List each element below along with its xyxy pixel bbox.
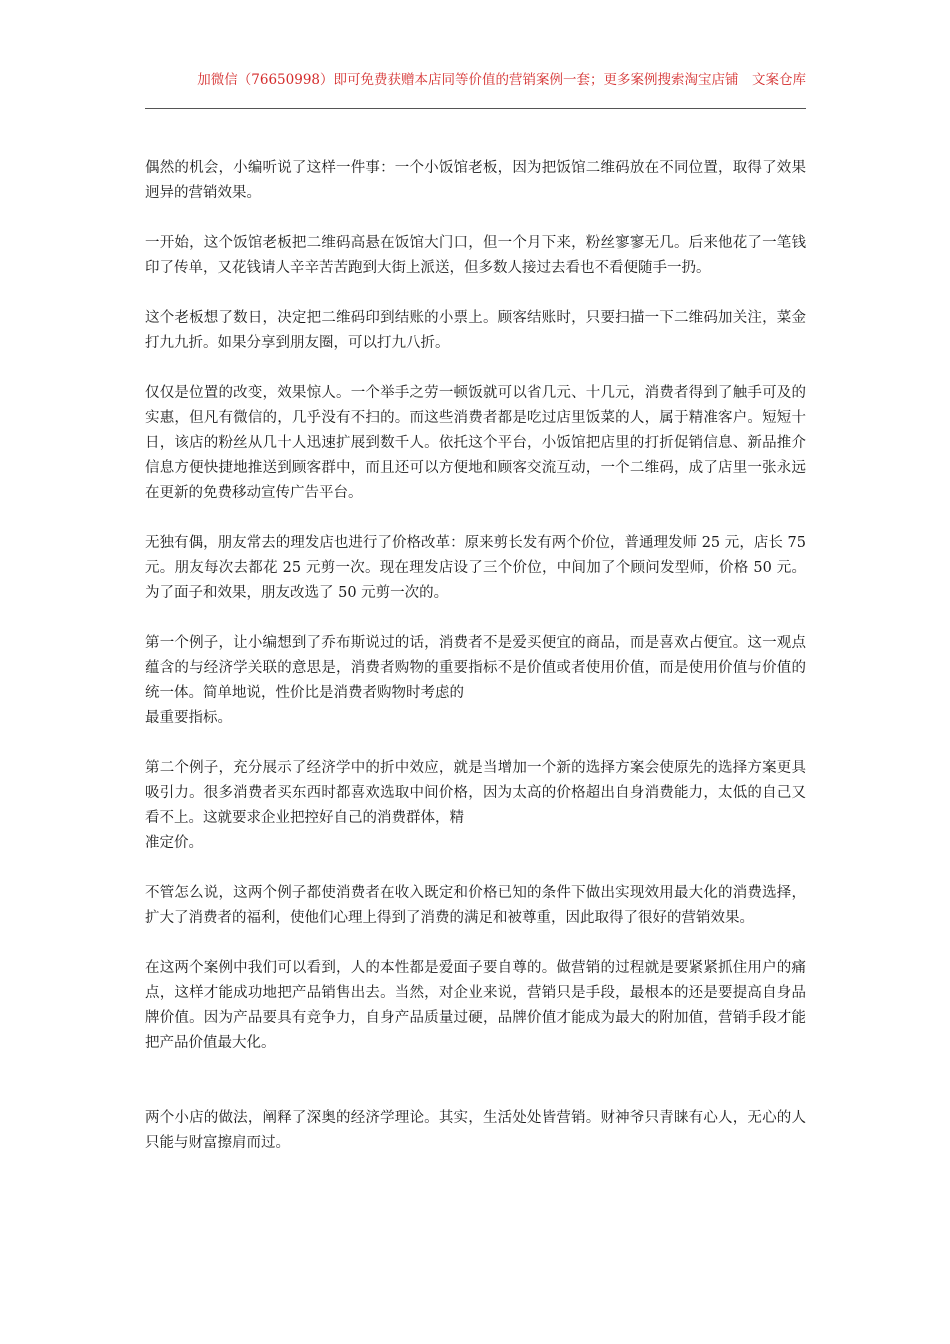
paragraph-line: 偶然的机会，小编听说了这样一件事：一个小饭馆老板，因为把饭馆二维码放在不同位置，取得了效果迥异的营销效果。 (145, 160, 806, 201)
paragraph-3 (145, 306, 806, 356)
paragraph-2 (145, 231, 806, 281)
paragraph-line: 一开始，这个饭馆老板把二维码高悬在饭馆大门口，但一个月下来，粉丝寥寥无几。后来他花了一笔钱印了传单，又花钱请人辛辛苦苦跑到大街上派送，但多数人接过去看也不看便随手一扔。 (145, 235, 806, 276)
promo-header: 加微信（76650998）即可免费获赠本店同等价值的营销案例一套；更多案例搜索淘宝店铺 文案仓库 (197, 72, 806, 88)
paragraph-line: 最重要指标。 (145, 710, 232, 726)
paragraph-1 (145, 156, 806, 206)
paragraph-line: 仅仅是位置的改变，效果惊人。一个举手之劳一顿饭就可以省几元、十几元，消费者得到了触手可及的实惠，但凡有微信的，几乎没有不扫的。而这些消费者都是吃过店里饭菜的人，属于精准客户。短短十日，该店的粉丝从几十人迅速扩展到数千人。依托这个平台，小饭馆把店里的打折促销信息、新品推介信息方便快捷地推送到顾客群中，而且还可以方便地和顾客交流互动，一个二维码，成了店里一张永远在更新的免费移动宣传广告平台。 (145, 385, 806, 501)
paragraph-line: 第二个例子，充分展示了经济学中的折中效应，就是当增加一个新的选择方案会使原先的选择方案更具吸引力。很多消费者买东西时都喜欢选取中间价格，因为太高的价格超出自身消费能力，太低的自己又看不上。这就要求企业把控好自己的消费群体，精 (145, 760, 806, 826)
paragraph-line: 第一个例子，让小编想到了乔布斯说过的话，消费者不是爱买便宜的商品，而是喜欢占便宜。这一观点蕴含的与经济学关联的意思是，消费者购物的重要指标不是价值或者使用价值，而是使用价值与价值的统一体。简单地说，性价比是消费者购物时考虑的 (145, 635, 806, 701)
paragraph-8 (145, 881, 806, 931)
paragraph-9 (145, 956, 806, 1056)
paragraph-line: 不管怎么说，这两个例子都使消费者在收入既定和价格已知的条件下做出实现效用最大化的消费选择，扩大了消费者的福利，使他们心理上得到了消费的满足和被尊重，因此取得了很好的营销效果。 (145, 885, 806, 926)
paragraph-line: 在这两个案例中我们可以看到，人的本性都是爱面子要自尊的。做营销的过程就是要紧紧抓住用户的痛点，这样才能成功地把产品销售出去。当然，对企业来说，营销只是手段，最根本的还是要提高自身品牌价值。因为产品要具有竞争力，自身产品质量过硬，品牌价值才能成为最大的附加值，营销手段才能把产品价值最大化。 (145, 960, 806, 1051)
paragraph-line: 两个小店的做法，阐释了深奥的经济学理论。其实，生活处处皆营销。财神爷只青睐有心人，无心的人只能与财富擦肩而过。 (145, 1110, 806, 1151)
paragraph-line: 准定价。 (145, 835, 203, 851)
paragraph-10 (145, 1106, 806, 1156)
paragraph-5 (145, 531, 806, 606)
paragraph-6 (145, 631, 806, 731)
paragraph-line: 无独有偶，朋友常去的理发店也进行了价格改革：原来剪长发有两个价位，普通理发师 25 元，店长 75 元。朋友每次去都花 25 元剪一次。现在理发店设了三个价位，中间加了个顾问发型师，价格 50 元。为了面子和效果，朋友改选了 50 元剪一次的。 (145, 535, 806, 601)
paragraph-line: 这个老板想了数日，决定把二维码印到结账的小票上。顾客结账时，只要扫描一下二维码加关注，菜金打九九折。如果分享到朋友圈，可以打九八折。 (145, 310, 806, 351)
paragraph-7 (145, 756, 806, 856)
header-divider (145, 108, 806, 109)
paragraph-4 (145, 381, 806, 506)
article-body (145, 156, 806, 1181)
